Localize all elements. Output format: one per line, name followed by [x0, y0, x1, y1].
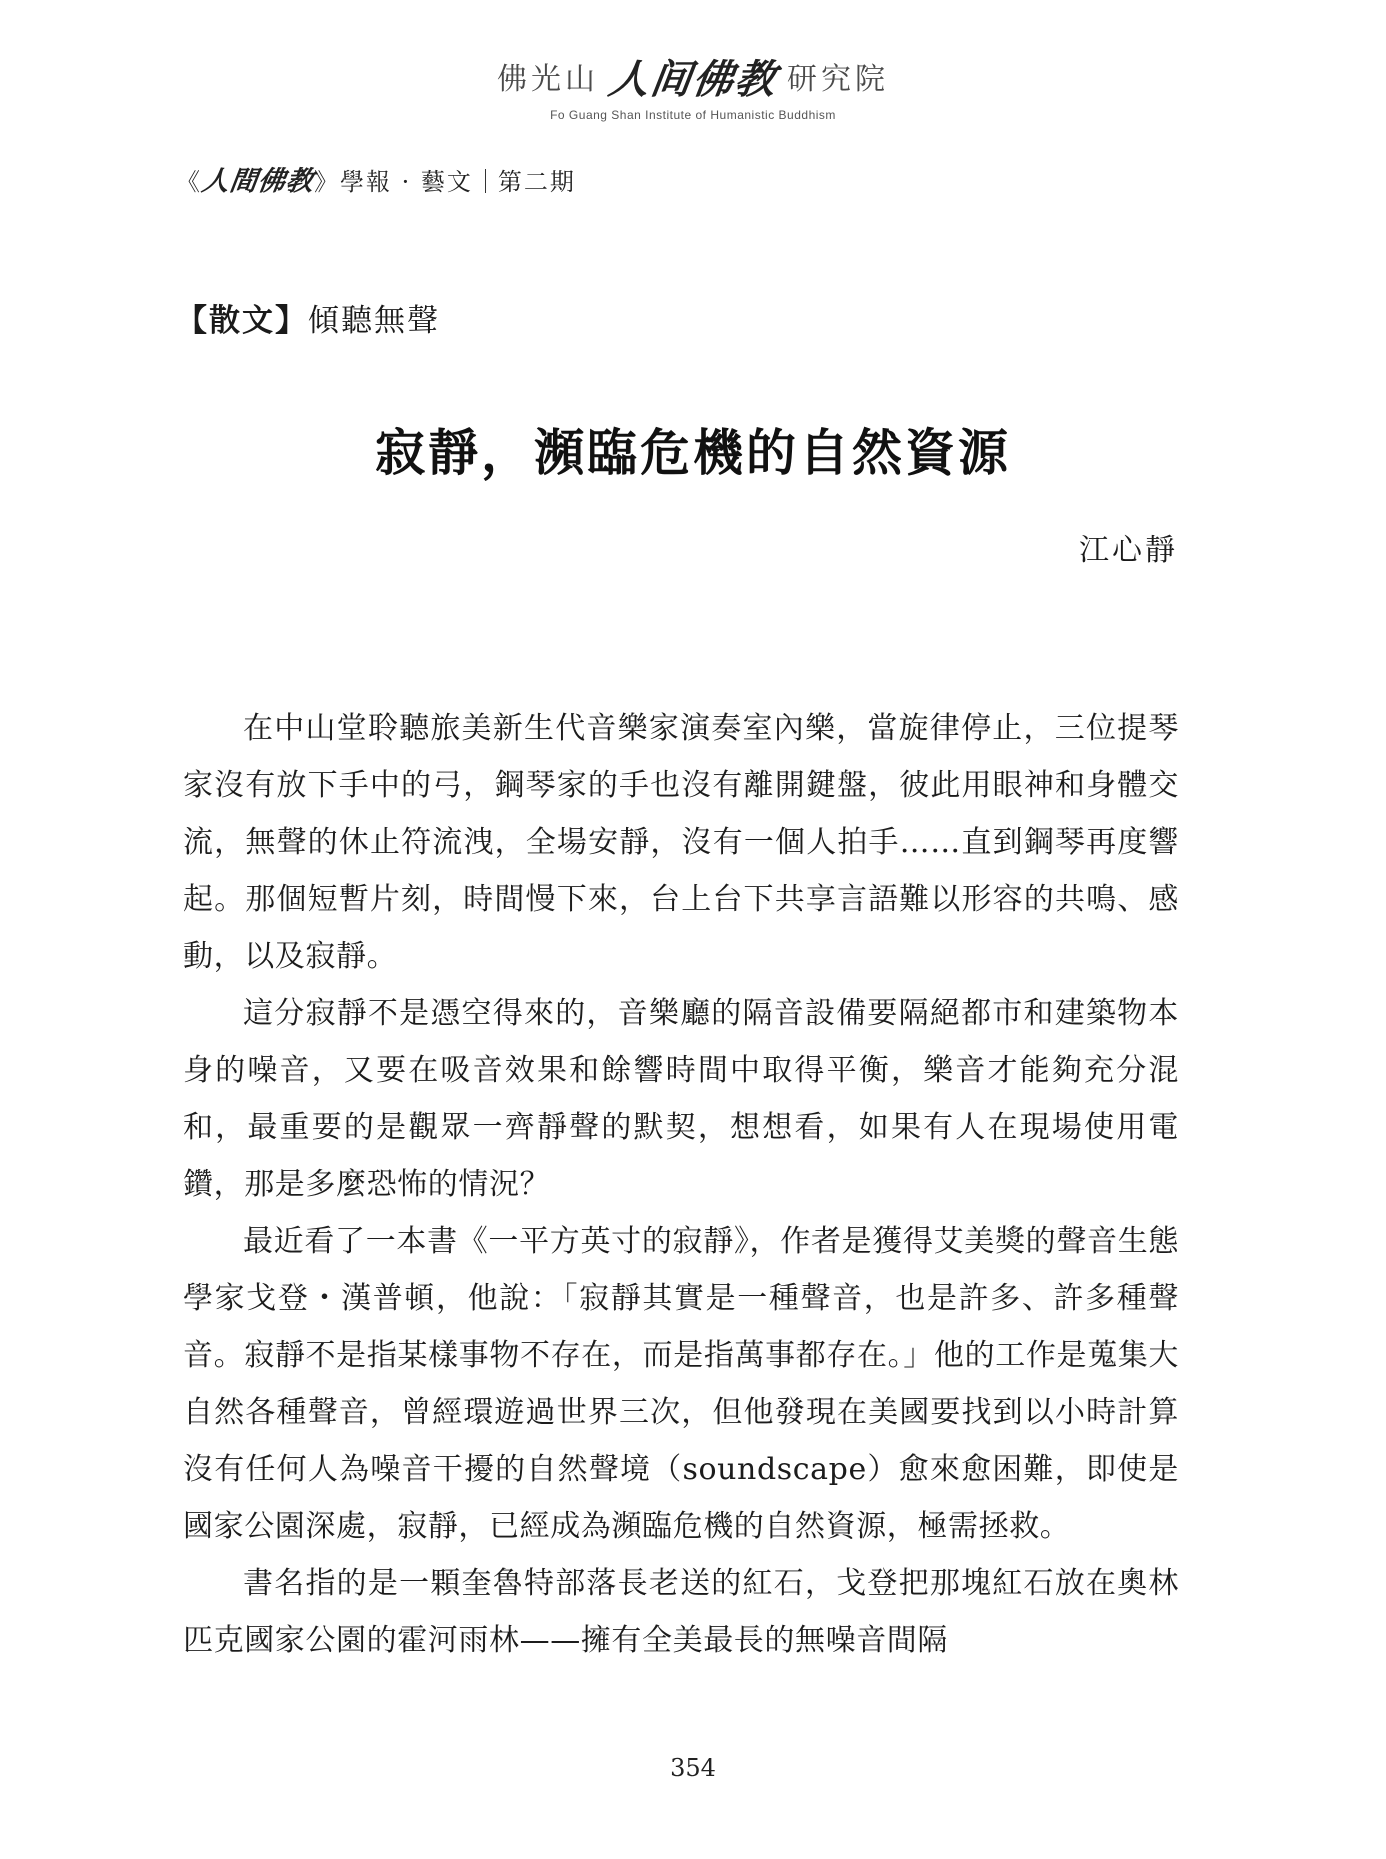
institute-english-name: Fo Guang Shan Institute of Humanistic Buddhism: [550, 108, 836, 122]
body-paragraph: 在中山堂聆聽旅美新生代音樂家演奏室內樂，當旋律停止，三位提琴家沒有放下手中的弓，鋼琴家的手也沒有離開鍵盤，彼此用眼神和身體交流，無聲的休止符流洩，全場安靜，沒有一個人拍手……直到鋼琴再度響起。那個短暫片刻，時間慢下來，台上台下共享言語難以形容的共鳴、感動，以及寂靜。: [183, 711, 1179, 974]
institute-name-prefix: 佛光山: [497, 62, 599, 97]
section-tag: 【散文】: [176, 303, 308, 339]
journal-section: 學報 · 藝文: [340, 168, 473, 196]
article-author: 江心靜: [1079, 533, 1178, 568]
journal-close-bracket: 》: [314, 168, 340, 196]
article-title: 寂靜，瀕臨危機的自然資源: [375, 423, 1011, 482]
journal-running-header: [176, 168, 576, 195]
body-paragraph: 這分寂靜不是憑空得來的，音樂廳的隔音設備要隔絕都市和建築物本身的噪音，又要在吸音效果和餘響時間中取得平衡，樂音才能夠充分混和，最重要的是觀眾一齊靜聲的默契，想想看，如果有人在現場使用電鑽，那是多麼恐怖的情況？: [183, 996, 1179, 1202]
journal-logo: 人間佛教: [199, 166, 317, 197]
article-body: [183, 700, 1179, 1669]
body-paragraph: 最近看了一本書《一平方英寸的寂靜》，作者是獲得艾美獎的聲音生態學家戈登・漢普頓，他說：「寂靜其實是一種聲音，也是許多、許多種聲音。寂靜不是指某樣事物不存在，而是指萬事都存在。」他的工作是蒐集大自然各種聲音，曾經環遊過世界三次，但他發現在美國要找到以小時計算沒有任何人為噪音干擾的自然聲境（soundscape）愈來愈困難，即使是國家公園深處，寂靜，已經成為瀕臨危機的自然資源，極需拯救。: [183, 1224, 1179, 1544]
journal-open-bracket: 《: [176, 168, 202, 196]
page-number: 354: [670, 1754, 716, 1782]
institute-name: [0, 56, 1386, 103]
journal-divider: [485, 169, 486, 193]
section-label: [176, 303, 440, 339]
journal-issue: 第二期: [497, 168, 576, 196]
institute-logo: 人间佛教: [605, 56, 781, 103]
institute-header: [0, 56, 1386, 122]
section-name: 傾聽無聲: [308, 303, 440, 339]
body-paragraph: 書名指的是一顆奎魯特部落長老送的紅石，戈登把那塊紅石放在奧林匹克國家公園的霍河雨林——擁有全美最長的無噪音間隔: [183, 1566, 1179, 1658]
institute-name-suffix: 研究院: [787, 62, 889, 97]
